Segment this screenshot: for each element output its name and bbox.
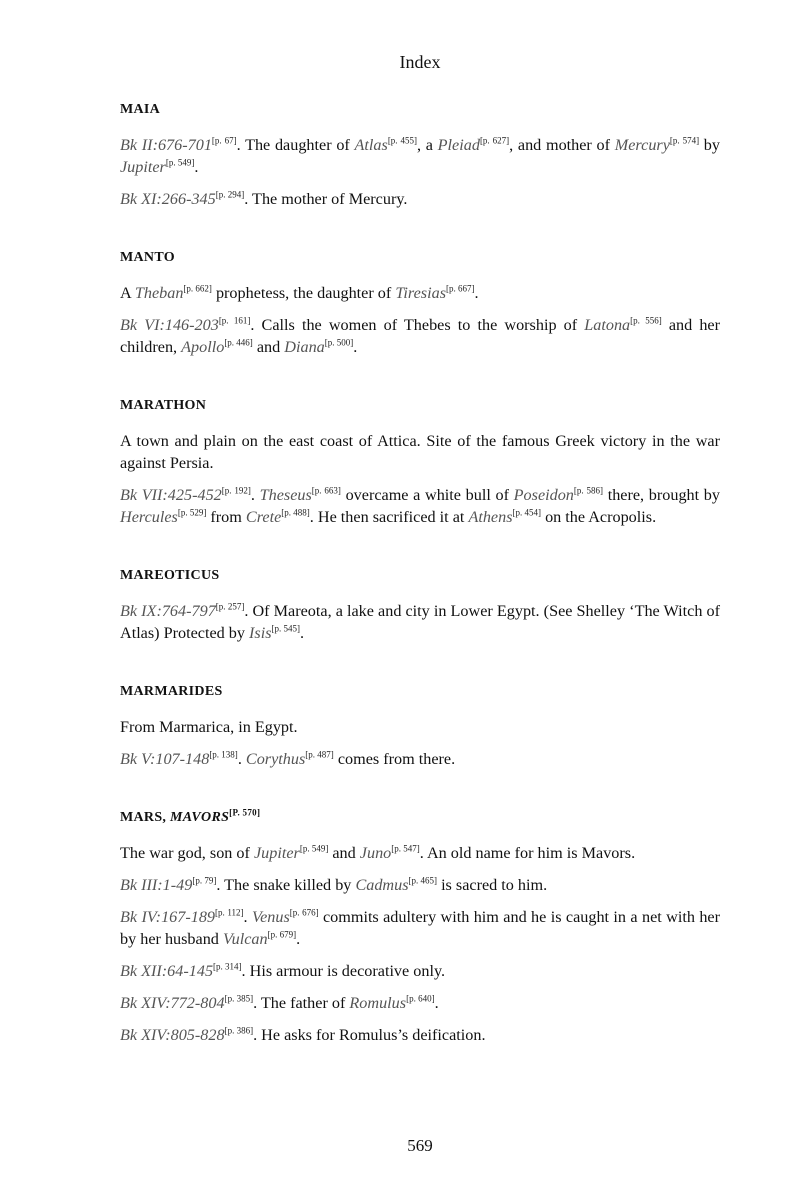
entry-text: prophetess, the daughter of (211, 284, 396, 302)
page-ref[interactable]: [p. 455] (387, 135, 417, 146)
entry-title (120, 682, 720, 702)
entry-text: comes from there. (333, 750, 456, 768)
entry-paragraph (120, 282, 720, 304)
cross-reference-link[interactable]: Cadmus (355, 876, 409, 894)
entry-paragraph (120, 430, 720, 474)
entry-text: . (194, 158, 199, 176)
entry-text: . (243, 908, 252, 926)
entry-text: and (328, 844, 360, 862)
entry-text: . His armour is decorative only. (241, 962, 446, 980)
entry-title (120, 100, 720, 120)
entry-title-text: MAIA (120, 102, 161, 117)
page-ref[interactable]: [p. 454] (512, 507, 542, 518)
cross-reference-link[interactable]: Venus (251, 908, 290, 926)
page-ref[interactable]: [p. 627] (479, 135, 510, 146)
cross-reference-link[interactable]: Bk VII:425-452 (120, 486, 222, 504)
entry-text: . Of Mareota, a lake and city in Lower Egypt. (See Shelley ‘The Witch of Atlas) Protected by (120, 602, 721, 642)
cross-reference-link[interactable]: Diana (284, 338, 325, 356)
page-ref[interactable]: [p. 465] (408, 875, 438, 886)
cross-reference-link[interactable]: Bk III:1-49 (120, 876, 193, 894)
page-ref[interactable]: [p. 549] (299, 843, 329, 854)
entry-text: . The father of (253, 994, 350, 1012)
entry-text: . (296, 930, 301, 948)
entry-text: overcame a white bull of (340, 486, 514, 504)
cross-reference-link[interactable]: Isis (249, 624, 272, 642)
entry-paragraph (120, 842, 720, 864)
page-ref[interactable]: [p. 547] (391, 843, 420, 854)
index-entry (120, 396, 720, 528)
cross-reference-link[interactable]: Theban (134, 284, 184, 302)
page-ref[interactable]: [p. 549] (165, 157, 195, 168)
page-ref[interactable]: [p. 386] (224, 1025, 254, 1036)
entry-text: . (474, 284, 479, 302)
page-ref[interactable]: [p. 529] (177, 507, 207, 518)
entry-title (120, 566, 720, 586)
entry-text: . (250, 486, 260, 504)
entry-paragraph (120, 748, 720, 770)
running-header: Index (399, 52, 441, 72)
entry-text: . He asks for Romulus’s deification. (253, 1026, 486, 1044)
entry-paragraph (120, 600, 720, 644)
entry-title-text: MANTO (120, 250, 175, 265)
entry-text: there, brought by (603, 486, 720, 504)
page-ref[interactable]: [p. 667] (446, 283, 475, 294)
entry-paragraph (120, 906, 720, 950)
page-ref[interactable]: [p. 446] (224, 337, 253, 348)
index-entry (120, 808, 720, 1046)
page-ref[interactable]: [p. 574] (669, 135, 700, 146)
index-entry (120, 248, 720, 358)
entry-title (120, 248, 720, 268)
entry-title-alt[interactable]: MAVORS (170, 810, 230, 825)
cross-reference-link[interactable]: Hercules (120, 508, 178, 526)
entry-text: . The mother of Mercury. (244, 190, 408, 208)
entry-title (120, 396, 720, 416)
entry-text: . (300, 624, 305, 642)
page-ref[interactable]: [p. 192] (221, 485, 251, 496)
cross-reference-link[interactable]: Bk IX:764-797 (120, 602, 216, 620)
entry-paragraph (120, 188, 720, 210)
cross-reference-link[interactable]: Romulus (349, 994, 407, 1012)
cross-reference-link[interactable]: Poseidon (513, 486, 574, 504)
entry-paragraph (120, 874, 720, 896)
entry-text: . (434, 994, 439, 1012)
page-ref[interactable]: [p. 314] (213, 961, 242, 972)
entry-paragraph (120, 960, 720, 982)
cross-reference-link[interactable]: Atlas (354, 136, 388, 154)
page-ref[interactable]: [p. 556] (630, 315, 662, 326)
page-ref[interactable]: [p. 79] (192, 875, 217, 886)
entry-paragraph (120, 134, 720, 178)
entry-text: . (237, 750, 246, 768)
page-ref[interactable]: [p. 640] (406, 993, 435, 1004)
entry-text: by (699, 136, 720, 154)
entry-text: . The daughter of (236, 136, 355, 154)
page-ref[interactable]: [p. 488] (281, 507, 310, 518)
entry-text: A town and plain on the east coast of Attica. Site of the famous Greek victory in the war against Persia. (120, 432, 720, 472)
cross-reference-link[interactable]: Athens (468, 508, 513, 526)
entry-text: The war god, son of (120, 844, 254, 862)
page-ref[interactable]: [P. 570] (229, 807, 261, 818)
cross-reference-link[interactable]: Latona (584, 316, 631, 334)
cross-reference-link[interactable]: Bk XI:266-345 (120, 190, 216, 208)
entry-paragraph (120, 314, 720, 358)
entry-title-text: MAREOTICUS (120, 568, 220, 583)
entry-text: on the Acropolis. (541, 508, 657, 526)
cross-reference-link[interactable]: Pleiad (437, 136, 480, 154)
page-ref[interactable]: [p. 161] (218, 315, 251, 326)
entry-text: and (252, 338, 285, 356)
entry-title-text: MARATHON (120, 398, 207, 413)
entry-text: and her children, (120, 316, 721, 356)
cross-reference-link[interactable]: Mercury (614, 136, 670, 154)
entry-text: . He then sacrificed it at (309, 508, 469, 526)
page-ref[interactable]: [p. 586] (573, 485, 604, 496)
entry-text: A (120, 284, 135, 302)
cross-reference-link[interactable]: Apollo (181, 338, 225, 356)
entry-paragraph (120, 992, 720, 1014)
page-ref[interactable]: [p. 679] (267, 929, 297, 940)
cross-reference-link[interactable]: Bk XII:64-145 (120, 962, 214, 980)
entry-paragraph (120, 484, 720, 528)
cross-reference-link[interactable]: Bk II:676-701 (120, 136, 212, 154)
cross-reference-link[interactable]: Vulcan (222, 930, 268, 948)
cross-reference-link[interactable]: Bk VI:146-203 (120, 316, 219, 334)
cross-reference-link[interactable]: Corythus (245, 750, 306, 768)
page-ref[interactable]: [p. 112] (215, 907, 244, 918)
cross-reference-link[interactable]: Crete (245, 508, 282, 526)
cross-reference-link[interactable]: Bk XIV:805-828 (120, 1026, 225, 1044)
entry-text: . (353, 338, 358, 356)
index-entry (120, 682, 720, 770)
entry-text: From Marmarica, in Egypt. (120, 718, 298, 736)
cross-reference-link[interactable]: Bk V:107-148 (120, 750, 210, 768)
entry-paragraph (120, 716, 720, 738)
page-ref[interactable]: [p. 676] (289, 907, 319, 918)
entry-text: from (206, 508, 246, 526)
entry-text: is sacred to him. (437, 876, 548, 894)
entry-text: . The snake killed by (216, 876, 356, 894)
entry-text: , a (416, 136, 438, 154)
page-ref[interactable]: [p. 138] (209, 749, 238, 760)
page-ref[interactable]: [p. 67] (211, 135, 237, 146)
entry-title-text: MARS, (120, 810, 167, 825)
entry-title (120, 808, 720, 828)
entry-text: , and mother of (509, 136, 615, 154)
page-ref[interactable]: [p. 500] (324, 337, 354, 348)
page-ref[interactable]: [p. 487] (305, 749, 334, 760)
cross-reference-link[interactable]: Bk IV:167-189 (120, 908, 216, 926)
page-ref[interactable]: [p. 385] (224, 993, 254, 1004)
cross-reference-link[interactable]: Theseus (259, 486, 312, 504)
cross-reference-link[interactable]: Tiresias (395, 284, 446, 302)
page-ref[interactable]: [p. 257] (215, 601, 245, 612)
page-ref[interactable]: [p. 294] (215, 189, 245, 200)
entry-text: commits adultery with him and he is caught in a net with her by her husband (120, 908, 720, 948)
page-ref[interactable]: [p. 545] (271, 623, 301, 634)
cross-reference-link[interactable]: Jupiter (120, 158, 166, 176)
index-entry (120, 566, 720, 644)
cross-reference-link[interactable]: Juno (359, 844, 392, 862)
page-number: 569 (407, 1136, 433, 1155)
entry-text: . An old name for him is Mavors. (419, 844, 636, 862)
index-entry (120, 100, 720, 210)
index-content (120, 100, 720, 1084)
entry-paragraph (120, 1024, 720, 1046)
entry-title-text: MARMARIDES (120, 684, 223, 699)
cross-reference-link[interactable]: Jupiter (253, 844, 300, 862)
page-ref[interactable]: [p. 663] (311, 485, 341, 496)
entry-text: . Calls the women of Thebes to the worship of (250, 316, 585, 334)
page-ref[interactable]: [p. 662] (183, 283, 212, 294)
cross-reference-link[interactable]: Bk XIV:772-804 (120, 994, 225, 1012)
